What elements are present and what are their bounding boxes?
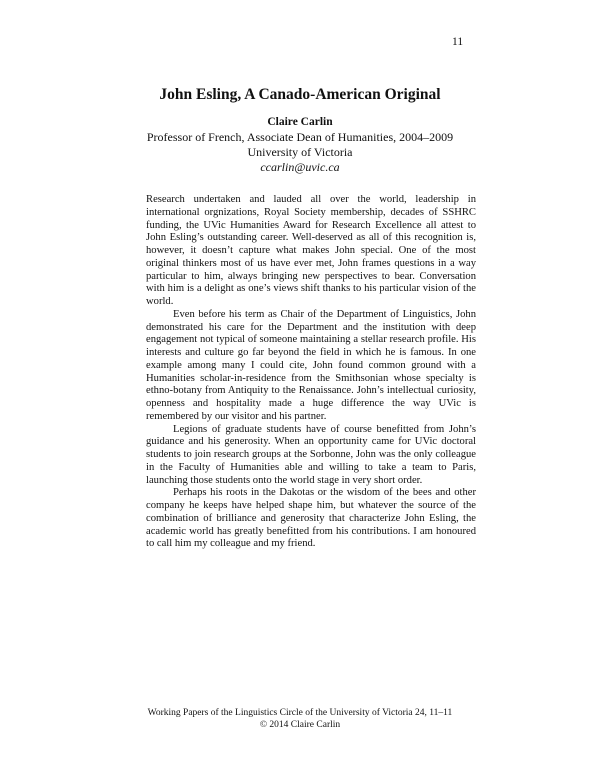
- paragraph: Research undertaken and lauded all over the world, leadership in international orgnizations, Royal Society membership, decades of SSHRC funding, the UVic Humanities Award for Research Excellence all attest to John Esling’s outstanding career. Well-deserved as all of this recognition is, however, it doesn’t capture what makes John special. One of the most original thinkers most of us have ever met, John frames questions in a way particular to him, always bringing new perspectives to bear. Conversation with him is a delight as one’s views shift thanks to his particular vision of the world.: [146, 194, 476, 307]
- footer-citation: Working Papers of the Linguistics Circle of the University of Victoria 24, 11–11: [147, 708, 453, 718]
- page-number: 11: [452, 36, 464, 48]
- author-name: Claire Carlin: [267, 116, 333, 128]
- paragraph: Legions of graduate students have of course benefitted from John’s guidance and his generosity. When an opportunity came for UVic doctoral students to join research groups at the Sorbonne, John was the only colleague in the Faculty of Humanities able and willing to take a team to Paris, launching those students onto the world stage in very short order.: [146, 423, 476, 486]
- author-institution: University of Victoria: [247, 145, 353, 159]
- paragraph: Perhaps his roots in the Dakotas or the wisdom of the bees and other company he keeps have helped shape him, but whatever the source of the combination of brilliance and generosity that characterize John Esling, the academic world has greatly benefitted from his contributions. I am honoured to call him my colleague and my friend.: [146, 487, 476, 550]
- article-body: [146, 194, 476, 551]
- paragraph: Even before his term as Chair of the Department of Linguistics, John demonstrated his care for the Department and the institution with deep engagement not typical of someone maintaining a stellar research profile. His interests and culture go far beyond the field in which he is famous. In one example among many I could cite, John found common ground with a Humanities scholar-in-residence from the Smithsonian whose specialty is ethno-botany from Antiquity to the Renaissance. John’s intellectual curiosity, openness and hospitality made a huge difference the way UVic is remembered by our visitor and his partner.: [146, 308, 476, 422]
- author-email[interactable]: ccarlin@uvic.ca: [260, 160, 340, 174]
- author-block: [0, 115, 600, 175]
- page-footer: [0, 707, 600, 731]
- footer-copyright: © 2014 Claire Carlin: [259, 720, 341, 730]
- article-title: John Esling, A Canado-American Original: [159, 86, 441, 103]
- author-position: Professor of French, Associate Dean of Humanities, 2004–2009: [146, 130, 454, 144]
